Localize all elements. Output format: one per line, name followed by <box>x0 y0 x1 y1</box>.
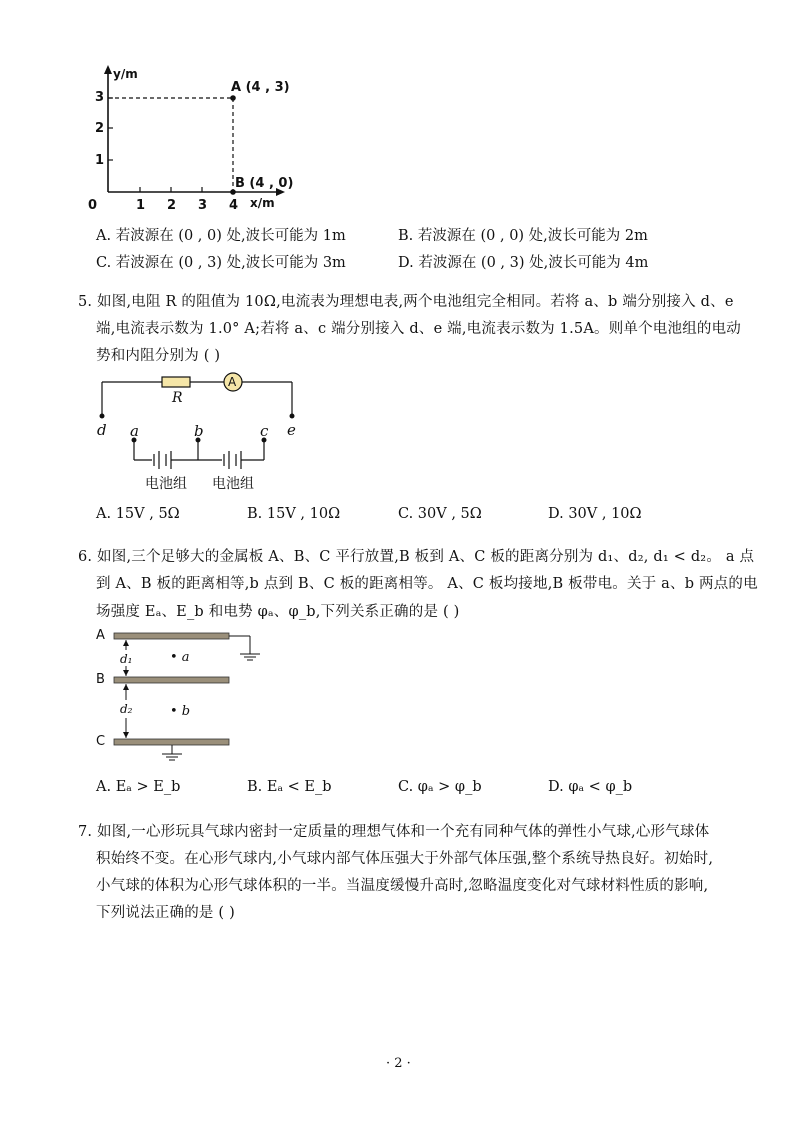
plate-c <box>114 739 229 745</box>
plate-a <box>114 633 229 639</box>
plate-b <box>114 677 229 683</box>
plates-diagram <box>110 628 280 768</box>
q4-option-a[interactable]: A. 若波源在 (0 , 0) 处,波长可能为 1m <box>96 228 346 244</box>
terminal-c-label: c <box>260 422 269 440</box>
q5-option-a[interactable]: A. 15V , 5Ω <box>96 506 180 522</box>
ammeter-label: A <box>228 375 237 389</box>
terminal-d-label: d <box>97 421 107 439</box>
battery-2-label: 电池组 <box>212 476 254 492</box>
y-tick-1: 1 <box>95 153 105 168</box>
q5-line-1: 5. 如图,电阻 R 的阻值为 10Ω,电流表为理想电表,两个电池组完全相同。若将 a、b 端分别接入 d、e <box>78 294 734 310</box>
q7-line-3: 小气球的体积为心形气球体积的一半。当温度缓慢升高时,忽略温度变化对气球材料性质的影响, <box>96 878 709 894</box>
x-tick-4: 4 <box>229 198 239 213</box>
q5-option-b[interactable]: B. 15V , 10Ω <box>247 506 341 522</box>
plate-b-label: B <box>96 672 105 687</box>
q6-line-1: 6. 如图,三个足够大的金属板 A、B、C 平行放置,B 板到 A、C 板的距离分别为 d₁、d₂, d₁ < d₂。 a 点 <box>78 549 755 565</box>
q5-option-d[interactable]: D. 30V , 10Ω <box>548 506 642 522</box>
y-axis-label: y/m <box>113 67 138 81</box>
q7-line-2: 积始终不变。在心形气球内,小气球内部气体压强大于外部气体压强,整个系统导热良好。初始时, <box>96 851 714 867</box>
terminal-e-label: e <box>287 421 296 439</box>
q6-line-2: 到 A、B 板的距离相等,b 点到 B、C 板的距离相等。 A、C 板均接地,B 板带电。关于 a、b 两点的电 <box>96 576 758 592</box>
battery-1-label: 电池组 <box>145 476 187 492</box>
plate-a-label: A <box>96 628 105 643</box>
x-axis-label: x/m <box>250 196 275 210</box>
page-number: · 2 · <box>386 1056 411 1071</box>
x-tick-3: 3 <box>198 198 208 213</box>
q7-line-4: 下列说法正确的是 ( ) <box>96 905 235 921</box>
d1-label: d₁ <box>120 652 133 666</box>
q4-option-d[interactable]: D. 若波源在 (0 , 3) 处,波长可能为 4m <box>398 255 649 271</box>
resistor <box>162 377 190 387</box>
resistor-label: R <box>172 390 183 406</box>
terminal-b-label: b <box>194 422 204 440</box>
q6-option-d[interactable]: D. φₐ < φ_b <box>548 779 633 795</box>
point-a-label: • a <box>170 650 190 665</box>
terminal-a-label: a <box>130 422 139 440</box>
y-tick-3: 3 <box>95 90 105 105</box>
y-tick-2: 2 <box>95 121 105 136</box>
q5-line-2: 端,电流表示数为 1.0° A;若将 a、c 端分别接入 d、e 端,电流表示数为 1.5A。则单个电池组的电动 <box>96 321 742 337</box>
q5-option-c[interactable]: C. 30V , 5Ω <box>398 506 482 522</box>
q5-line-3: 势和内阻分别为 ( ) <box>96 348 221 364</box>
point-b-label: • b <box>170 704 191 719</box>
x-tick-1: 1 <box>136 198 146 213</box>
point-a-marker <box>230 95 236 101</box>
point-a-label: A (4 , 3) <box>231 80 290 95</box>
x-tick-2: 2 <box>167 198 177 213</box>
q6-option-b[interactable]: B. Eₐ < E_b <box>247 779 332 795</box>
point-b-label: B (4 , 0) <box>235 176 294 191</box>
q6-option-c[interactable]: C. φₐ > φ_b <box>398 779 482 795</box>
q4-option-b[interactable]: B. 若波源在 (0 , 0) 处,波长可能为 2m <box>398 228 648 244</box>
q7-line-1: 7. 如图,一心形玩具气球内密封一定质量的理想气体和一个充有同种气体的弹性小气球,心形气球体 <box>78 824 710 840</box>
q6-option-a[interactable]: A. Eₐ > E_b <box>96 779 181 795</box>
d2-label: d₂ <box>120 702 133 716</box>
plate-c-label: C <box>96 734 106 749</box>
q4-option-c[interactable]: C. 若波源在 (0 , 3) 处,波长可能为 3m <box>96 255 346 271</box>
q6-line-3: 场强度 Eₐ、E_b 和电势 φₐ、φ_b,下列关系正确的是 ( ) <box>96 604 460 620</box>
origin-label: 0 <box>88 198 98 213</box>
